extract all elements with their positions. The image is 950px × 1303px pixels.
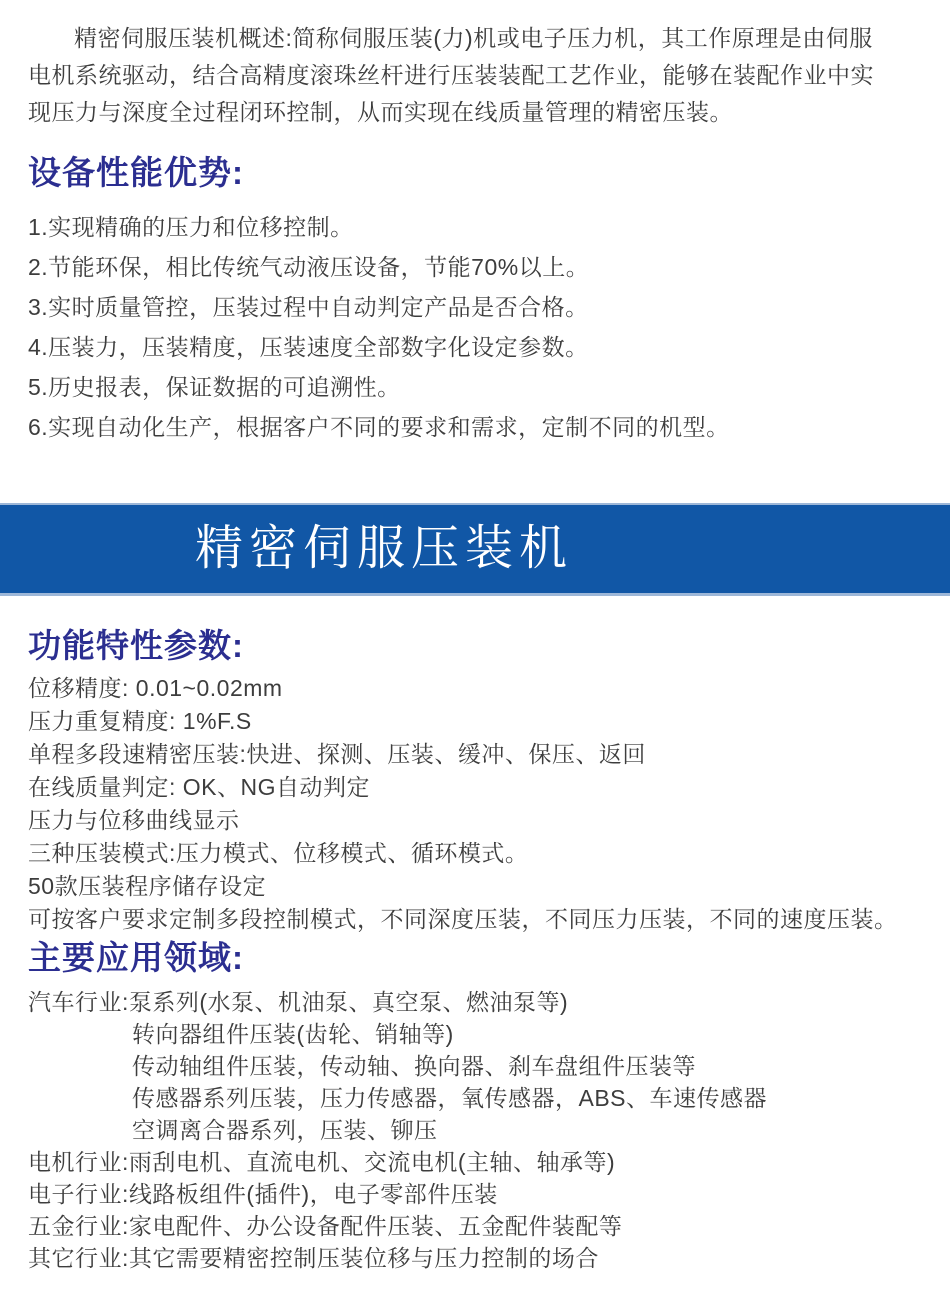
application-line: 传动轴组件压装，传动轴、换向器、刹车盘组件压装等	[132, 1053, 696, 1079]
advantages-list	[28, 207, 920, 447]
intro-line: 现压力与深度全过程闭环控制，从而实现在线质量管理的精密压装。	[28, 99, 733, 125]
intro-line: 电机系统驱动，结合高精度滚珠丝杆进行压装装配工艺作业，能够在装配作业中实	[28, 62, 874, 88]
application-line	[28, 1146, 920, 1178]
industry-label: 电子行业:	[28, 1181, 129, 1207]
application-line: 转向器组件压装(齿轮、销轴等)	[132, 1021, 454, 1047]
feature-item: 在线质量判定: OK、NG自动判定	[28, 774, 371, 800]
application-text: 雨刮电机、直流电机、交流电机(主轴、轴承等)	[128, 1149, 616, 1175]
advantages-heading: 设备性能优势:	[28, 154, 244, 191]
advantage-item: 4.压装力，压装精度，压装速度全部数字化设定参数。	[28, 334, 589, 360]
application-line	[28, 986, 920, 1018]
industry-label: 其它行业:	[28, 1245, 129, 1271]
application-line	[28, 1210, 920, 1242]
feature-item: 压力与位移曲线显示	[28, 807, 240, 833]
feature-item: 压力重复精度: 1%F.S	[28, 708, 252, 734]
application-line	[28, 1178, 920, 1210]
application-text: 家电配件、办公设备配件压装、五金配件装配等	[128, 1213, 623, 1239]
application-row-automotive	[28, 986, 920, 1146]
industry-label: 五金行业:	[28, 1213, 129, 1239]
feature-item: 单程多段速精密压装:快进、探测、压装、缓冲、保压、返回	[28, 741, 646, 767]
intro-line: 精密伺服压装机概述:简称伺服压装(力)机或电子压力机，其工作原理是由伺服	[74, 25, 873, 51]
intro-paragraph	[28, 0, 920, 131]
industry-label: 电机行业:	[28, 1149, 129, 1175]
industry-label: 汽车行业:	[28, 989, 129, 1015]
feature-item: 位移精度: 0.01~0.02mm	[28, 675, 283, 701]
applications-heading: 主要应用领域:	[28, 939, 244, 976]
application-row-electronics	[28, 1178, 920, 1210]
application-row-other	[28, 1242, 920, 1274]
features-list	[28, 672, 920, 936]
application-row-hardware	[28, 1210, 920, 1242]
banner-title: 精密伺服压装机	[195, 522, 574, 575]
advantage-item: 1.实现精确的压力和位移控制。	[28, 214, 354, 240]
application-text: 线路板组件(插件)，电子零部件压装	[128, 1181, 498, 1207]
application-row-motor	[28, 1146, 920, 1178]
features-heading: 功能特性参数:	[28, 627, 244, 664]
advantage-item: 2.节能环保，相比传统气动液压设备，节能70%以上。	[28, 254, 590, 280]
advantage-item: 6.实现自动化生产，根据客户不同的要求和需求，定制不同的机型。	[28, 414, 730, 440]
application-line	[28, 1242, 920, 1274]
applications-list	[28, 986, 920, 1274]
application-line: 空调离合器系列，压装、铆压	[132, 1117, 438, 1143]
advantage-item: 5.历史报表，保证数据的可追溯性。	[28, 374, 401, 400]
feature-item: 三种压装模式:压力模式、位移模式、循环模式。	[28, 840, 529, 866]
application-line: 传感器系列压装，压力传感器，氧传感器，ABS、车速传感器	[132, 1085, 768, 1111]
feature-item: 50款压装程序储存设定	[28, 873, 267, 899]
feature-item: 可按客户要求定制多段控制模式，不同深度压装，不同压力压装，不同的速度压装。	[28, 906, 898, 932]
advantage-item: 3.实时质量管控，压装过程中自动判定产品是否合格。	[28, 294, 589, 320]
title-banner	[0, 503, 950, 596]
application-text: 其它需要精密控制压装位移与压力控制的场合	[128, 1245, 599, 1271]
application-text: 泵系列(水泵、机油泵、真空泵、燃油泵等)	[128, 989, 569, 1015]
